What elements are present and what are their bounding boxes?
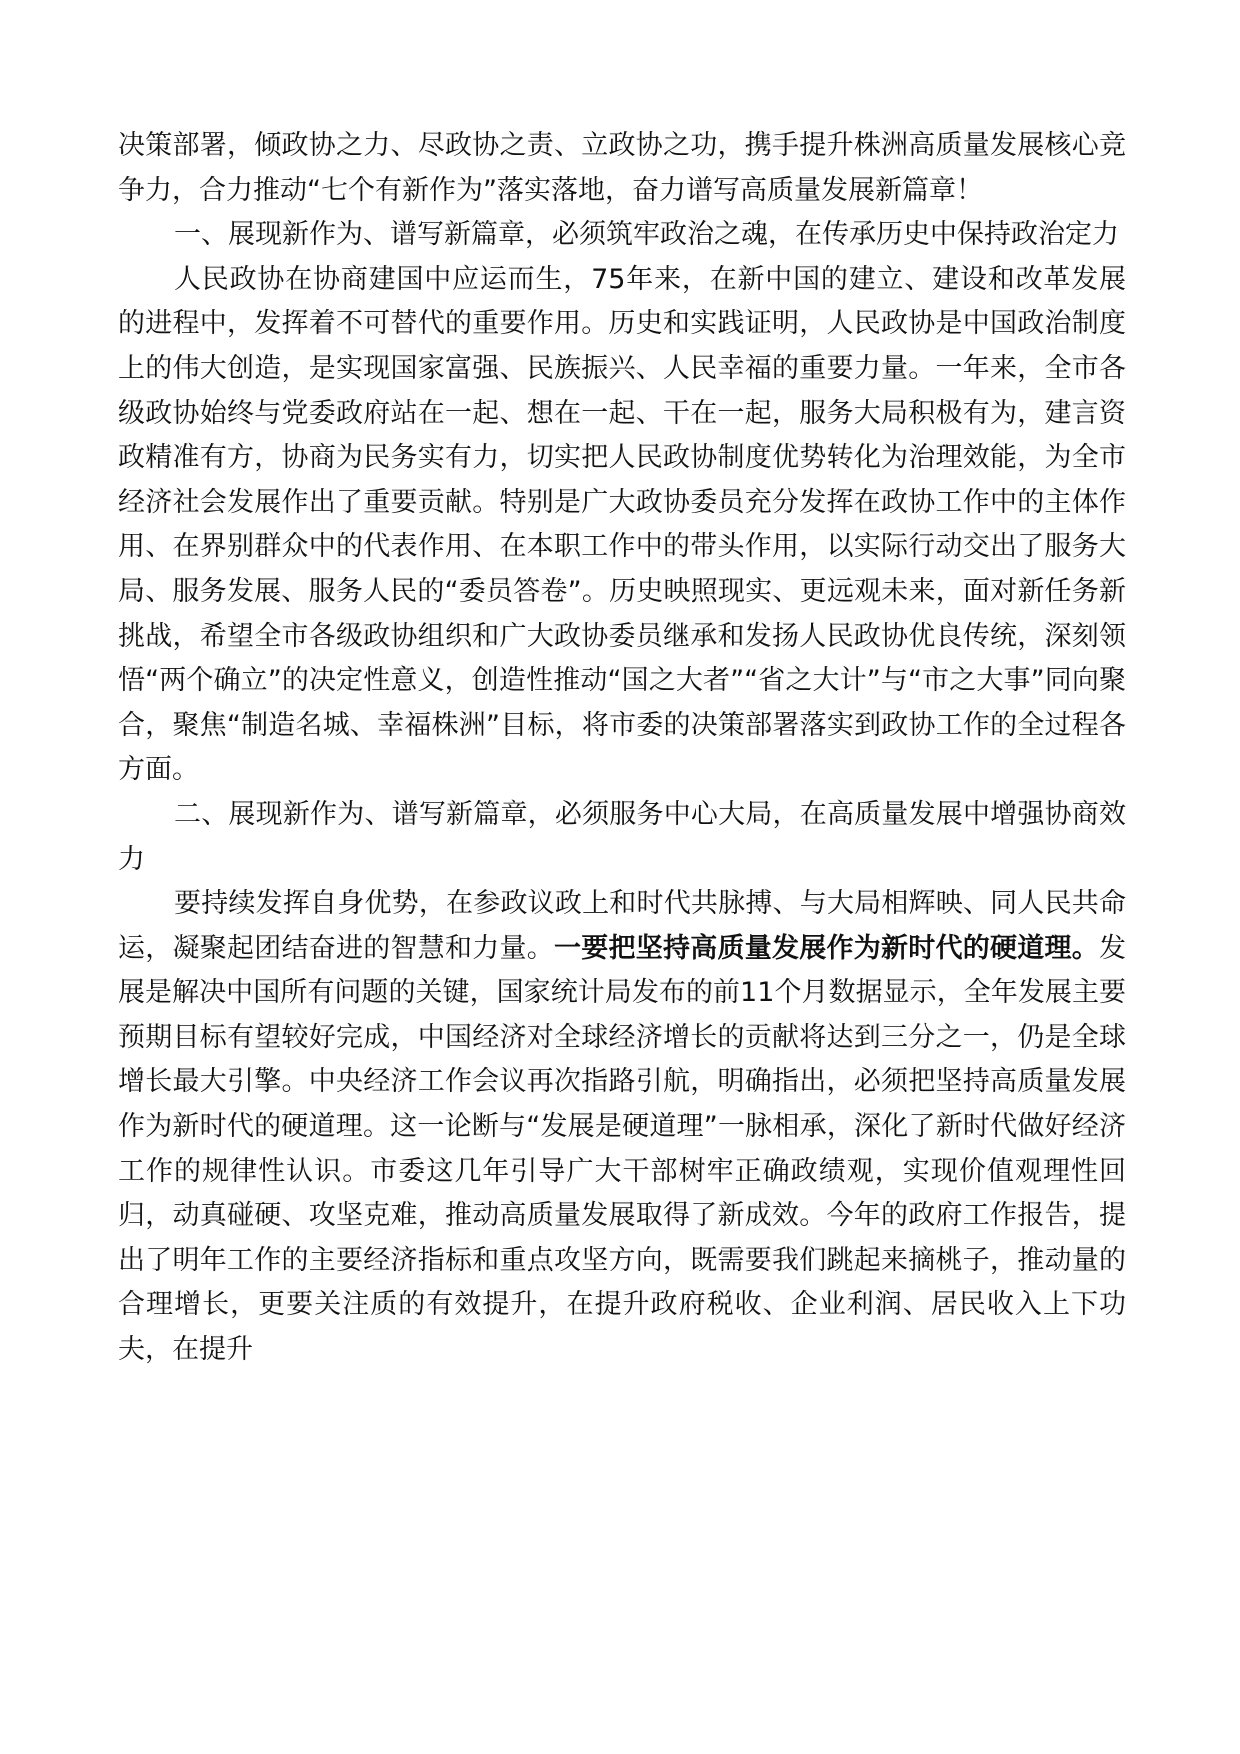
section-1-paragraph: 人民政协在协商建国中应运而生，75年来，在新中国的建立、建设和改革发展的进程中，发挥着不可替代的重要作用。历史和实践证明，人民政协是中国政治制度上的伟大创造，是实现国家富强、民族振兴、人民幸福的重要力量。一年来，全市各级政协始终与党委政府站在一起、想在一起、干在一起，服务大局积极有为，建言资政精准有方，协商为民务实有力，切实把人民政协制度优势转化为治理效能，为全市经济社会发展作出了重要贡献。特别是广大政协委员充分发挥在政协工作中的主体作用、在界别群众中的代表作用、在本职工作中的带头作用，以实际行动交出了服务大局、服务发展、服务人民的“委员答卷”。历史映照现实、更远观未来，面对新任务新挑战，希望全市各级政协组织和广大政协委员继承和发扬人民政协优良传统，深刻领悟“两个确立”的决定性意义，创造性推动“国之大者”“省之大计”与“市之大事”同向聚合，聚焦“制造名城、幸福株洲”目标，将市委的决策部署落实到政协工作的全过程各方面。 [118,263,1126,786]
section-heading-2: 二、展现新作为、谱写新篇章，必须服务中心大局，在高质量发展中增强协商效力 [118,798,1126,875]
document-page [118,124,1126,1373]
section-2-bold-lead: 一要把坚持高质量发展作为新时代的硬道理。 [554,932,1099,964]
opening-paragraph: 决策部署，倾政协之力、尽政协之责、立政协之功，携手提升株洲高质量发展核心竞争力，合力推动“七个有新作为”落实落地，奋力谱写高质量发展新篇章！ [118,130,1126,206]
section-2-body: 发展是解决中国所有问题的关键，国家统计局发布的前11个月数据显示，全年发展主要预期目标有望较好完成，中国经济对全球经济增长的贡献将达到三分之一，仍是全球增长最大引擎。中央经济工作会议再次指路引航，明确指出，必须把坚持高质量发展作为新时代的硬道理。这一论断与“发展是硬道理”一脉相承，深化了新时代做好经济工作的规律性认识。市委这几年引导广大干部树牢正确政绩观，实现价值观理性回归，动真碰硬、攻坚克难，推动高质量发展取得了新成效。今年的政府工作报告，提出了明年工作的主要经济指标和重点攻坚方向，既需要我们跳起来摘桃子，推动量的合理增长，更要关注质的有效提升，在提升政府税收、企业利润、居民收入上下功夫，在提升 [118,932,1126,1366]
section-2-paragraph [118,882,1126,1373]
section-heading-1: 一、展现新作为、谱写新篇章，必须筑牢政治之魂，在传承历史中保持政治定力 [174,219,1119,251]
section-2-intro: 要持续发挥自身优势，在参政议政上和时代共脉搏、与大局相辉映、同人民共命运，凝聚起团结奋进的智慧和力量。 [118,888,1126,964]
